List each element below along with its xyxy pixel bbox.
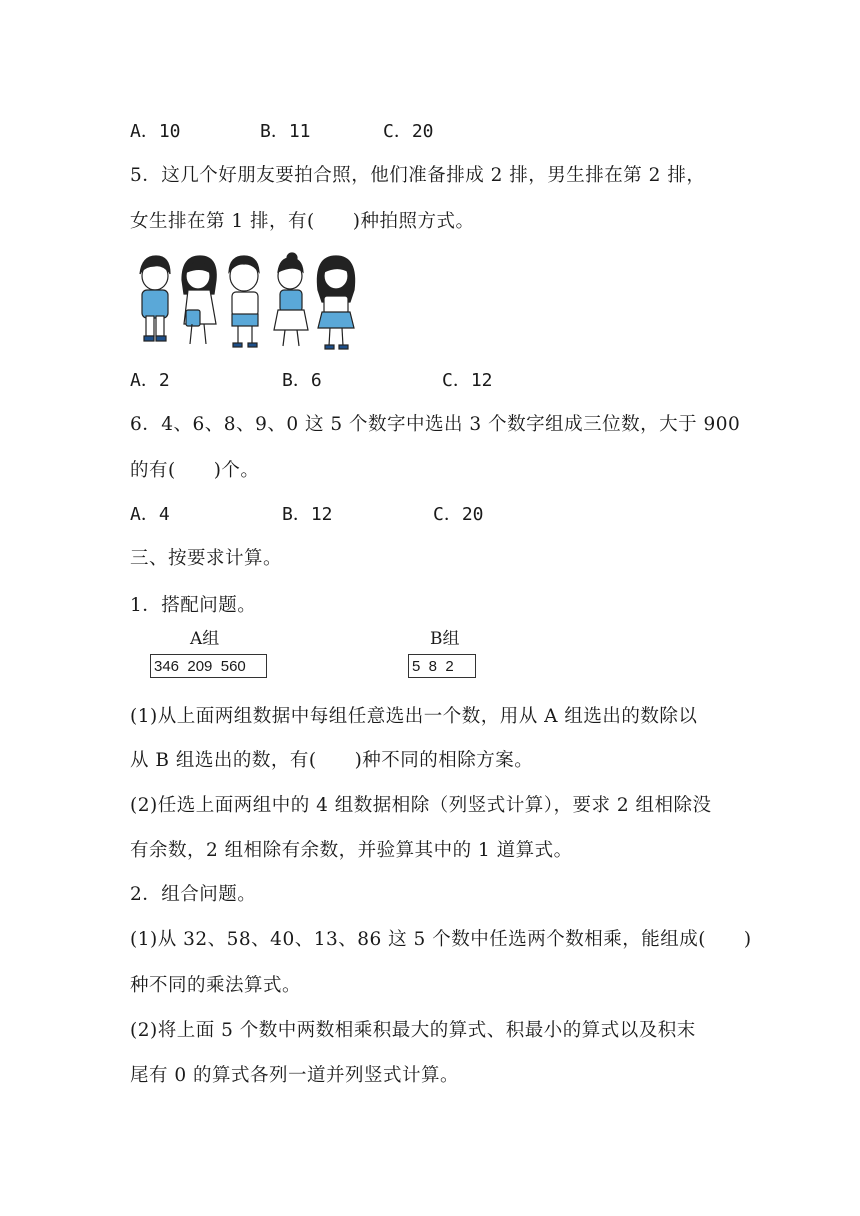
q6-option-c: C．20 xyxy=(433,504,484,525)
group-b-values-box: 5 8 2 xyxy=(408,654,476,678)
q6-text-line2: 的有( )个。 xyxy=(130,460,260,481)
problem-2-2-line2: 尾有 0 的算式各列一道并列竖式计算。 xyxy=(130,1065,460,1086)
q5-text-line1: 5．这几个好朋友要拍合照，他们准备排成 2 排，男生排在第 2 排， xyxy=(130,165,706,186)
problem-2-1-line2: 种不同的乘法算式。 xyxy=(130,975,302,996)
q4-option-b: B．11 xyxy=(260,121,311,142)
boy-2-figure xyxy=(229,256,259,347)
q5-option-a: A．2 xyxy=(130,370,170,391)
problem-1-2-line1: (2)任选上面两组中的 4 组数据相除（列竖式计算），要求 2 组相除没 xyxy=(130,795,712,816)
group-b-label: B组 xyxy=(430,629,460,649)
group-a-values-box: 346 209 560 xyxy=(150,654,267,678)
girl-1-figure xyxy=(182,256,216,344)
problem-1-1-line1: (1)从上面两组数据中每组任意选出一个数，用从 A 组选出的数除以 xyxy=(130,706,698,727)
q6-option-a: A．4 xyxy=(130,504,170,525)
girl-2-figure xyxy=(274,253,308,346)
group-a-label: A组 xyxy=(190,629,220,649)
girl-3-figure xyxy=(317,256,354,349)
problem-1-title: 1．搭配问题。 xyxy=(130,595,257,616)
q6-option-b: B．12 xyxy=(282,504,333,525)
problem-1-2-line2: 有余数，2 组相除有余数，并验算其中的 1 道算式。 xyxy=(130,840,573,861)
children-illustration xyxy=(132,250,364,354)
problem-2-2-line1: (2)将上面 5 个数中两数相乘积最大的算式、积最小的算式以及积末 xyxy=(130,1020,696,1041)
q4-option-a: A．10 xyxy=(130,121,181,142)
q6-text-line1: 6．4、6、8、9、0 这 5 个数字中选出 3 个数字组成三位数，大于 900 xyxy=(130,414,741,435)
q5-text-line2: 女生排在第 1 排，有( )种拍照方式。 xyxy=(130,211,475,232)
boy-1-figure xyxy=(140,256,170,341)
section-3-title: 三、按要求计算。 xyxy=(130,548,283,569)
q4-option-c: C．20 xyxy=(383,121,434,142)
problem-1-1-line2: 从 B 组选出的数，有( )种不同的相除方案。 xyxy=(130,750,534,771)
q5-option-c: C．12 xyxy=(442,370,493,391)
problem-2-title: 2．组合问题。 xyxy=(130,884,257,905)
problem-2-1-line1: (1)从 32、58、40、13、86 这 5 个数中任选两个数相乘，能组成( ) xyxy=(130,929,752,950)
q5-option-b: B．6 xyxy=(282,370,322,391)
